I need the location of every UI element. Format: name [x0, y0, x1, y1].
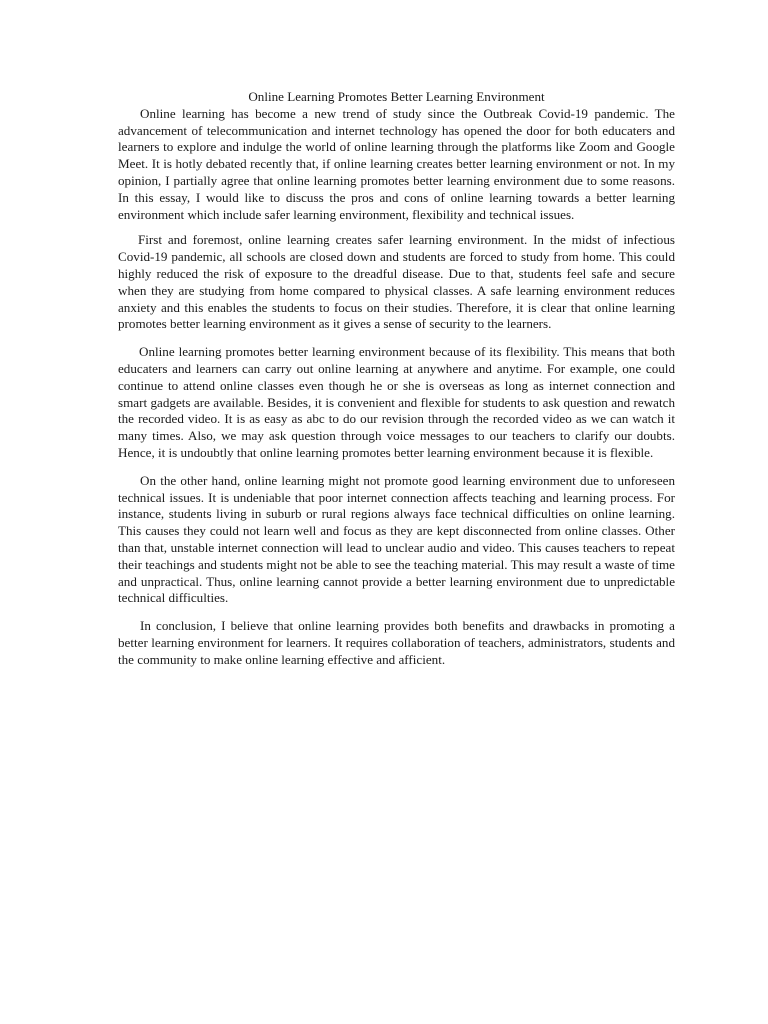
paragraph-conclusion: In conclusion, I believe that online learning provides both benefits and drawbacks in promoting a better learning environment for learners. It requires collaboration of teachers, administrators, students and the community to make online learning effective and afficient. [118, 618, 675, 667]
paragraph-flexibility: Online learning promotes better learning environment because of its flexibility. This means that both educaters and learners can carry out online learning at anywhere and anytime. For example, one could continue to attend online classes even though he or she is overseas as long as internet connection and smart gadgets are available. Besides, it is convenient and flexible for students to ask question and rewatch the recorded video. It is as easy as abc to do our revision through the recorded video as we can watch it many times. Also, we may ask question through voice messages to our teachers to clarify our doubts. Hence, it is undoubtly that online learning promotes better learning environment because it is flexible. [118, 344, 675, 460]
paragraph-safer-environment: First and foremost, online learning creates safer learning environment. In the midst of infectious Covid-19 pandemic, all schools are closed down and students are forced to study from home. This could highly reduced the risk of exposure to the dreadful disease. Due to that, students feel safe and secure when they are studying from home compared to physical classes. A safe learning environment reduces anxiety and this enables the students to focus on their studies. Therefore, it is clear that online learning promotes better learning environment as it gives a sense of security to the learners. [118, 232, 675, 332]
document-title: Online Learning Promotes Better Learning Environment [248, 89, 545, 104]
paragraph-technical-issues: On the other hand, online learning might not promote good learning environment due to unforeseen technical issues. It is undeniable that poor internet connection affects teaching and learning process. For instance, students living in suburb or rural regions always face technical difficulties on online learning. This causes they could not learn well and focus as they are kept disconnected from online classes. Other than that, unstable internet connection will lead to unclear audio and video. This causes teachers to repeat their teachings and students might not be able to see the teaching material. This may result a waste of time and unpractical. Thus, online learning cannot provide a better learning environment due to unpredictable technical difficulties. [118, 472, 675, 606]
document-body [118, 89, 675, 669]
paragraph-introduction: Online learning has become a new trend of study since the Outbreak Covid-19 pandemic. The advancement of telecommunication and internet technology has opened the door for both educaters and learners to explore and indulge the world of online learning through the platforms like Zoom and Google Meet. It is hotly debated recently that, if online learning creates better learning environment or not. In my opinion, I partially agree that online learning promotes better learning environment due to some reasons. In this essay, I would like to discuss the pros and cons of online learning towards a better learning environment which include safer learning environment, flexibility and technical issues. [118, 105, 675, 222]
